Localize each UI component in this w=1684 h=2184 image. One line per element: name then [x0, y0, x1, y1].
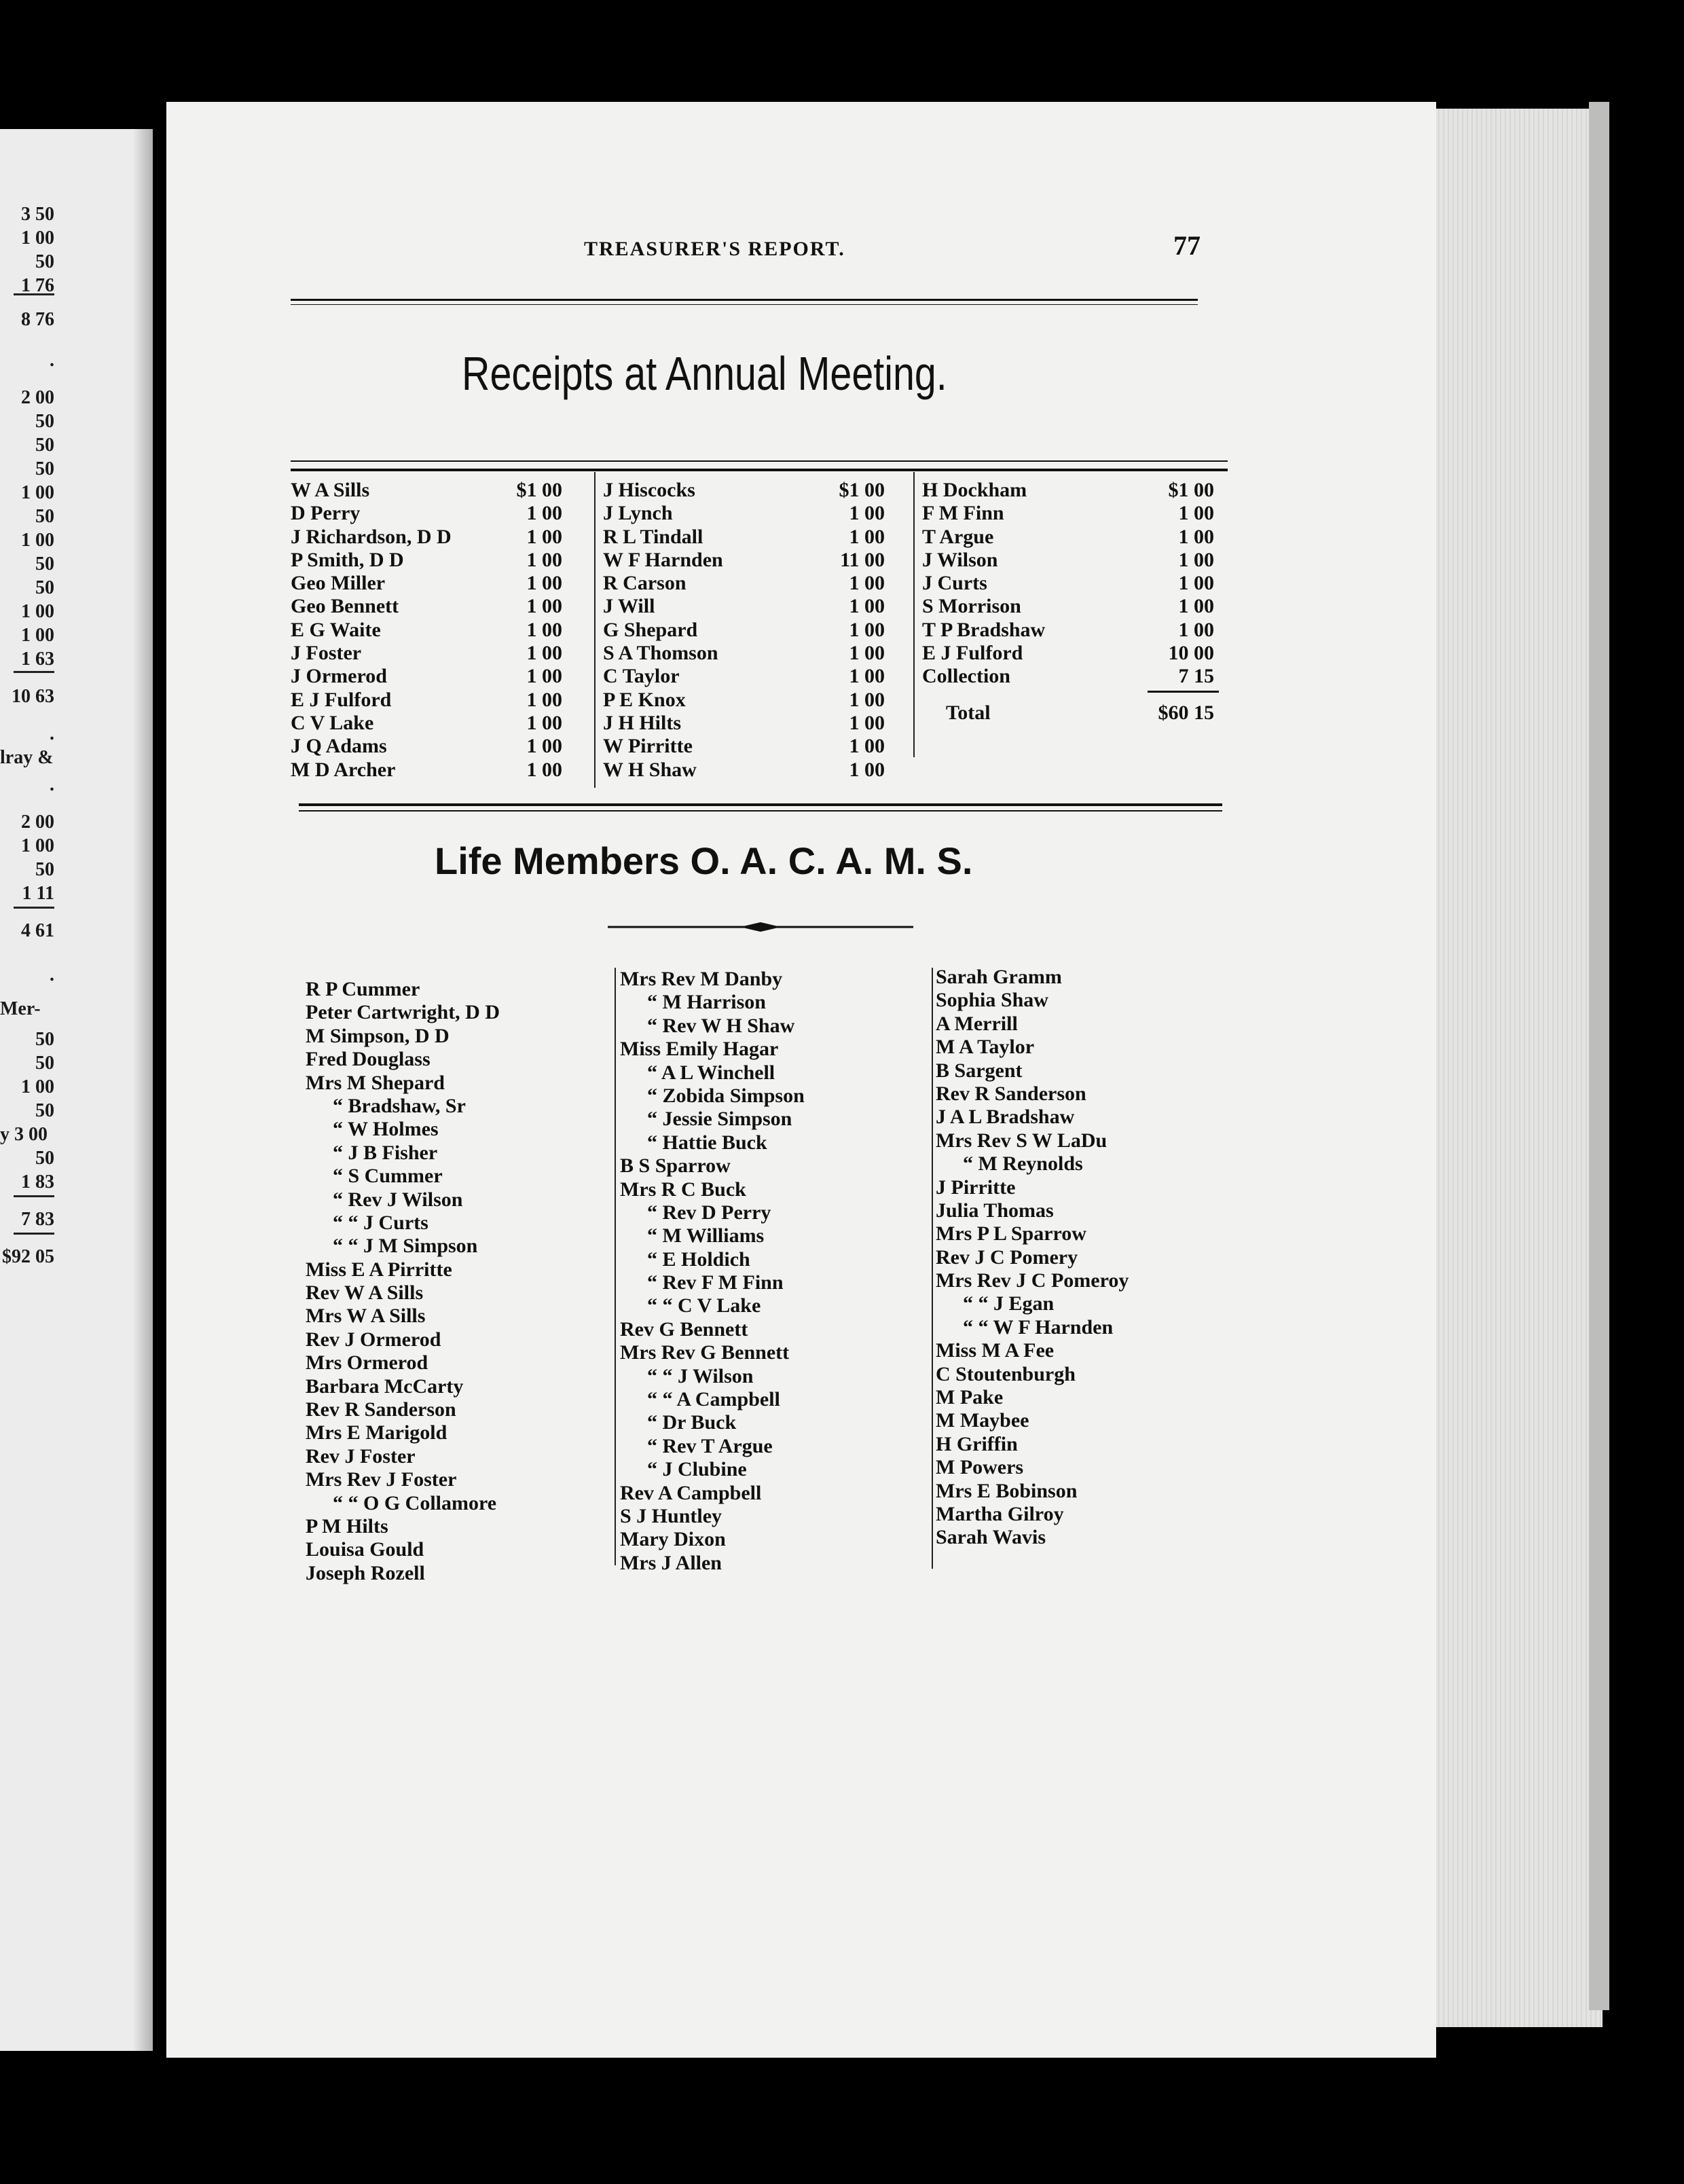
receipt-row	[291, 526, 589, 549]
member-name: M A Taylor	[936, 1036, 1035, 1059]
receipt-name: Geo Miller	[291, 572, 386, 595]
receipt-amount: 1 00	[526, 642, 562, 665]
receipts-col-divider-2	[913, 472, 915, 757]
receipt-row	[603, 595, 909, 618]
member-name: “ J Clubine	[647, 1458, 747, 1481]
receipt-row	[603, 712, 909, 735]
member-name: “ “ J Egan	[963, 1292, 1055, 1315]
receipt-name: J Wilson	[922, 548, 998, 571]
receipt-row	[922, 619, 1214, 642]
left-page-rule	[14, 1195, 54, 1197]
total-rule	[1148, 691, 1219, 693]
header-rule-thin	[291, 304, 1198, 305]
receipt-amount: 1 00	[526, 525, 562, 548]
member-name: R P Cummer	[306, 978, 420, 1000]
member-name: “ Rev D Perry	[647, 1201, 771, 1224]
receipt-row	[291, 665, 589, 688]
receipt-name: Collection	[922, 665, 1010, 688]
left-page-line: 50	[35, 1053, 54, 1074]
left-page-line: 1 83	[21, 1171, 54, 1193]
left-page-line: 1 00	[21, 625, 54, 646]
member-name: “ Rev F M Finn	[647, 1271, 784, 1294]
receipt-name: E J Fulford	[922, 642, 1023, 665]
receipt-name: J Hiscocks	[603, 479, 695, 501]
receipt-row	[291, 479, 589, 502]
receipt-row	[291, 759, 589, 782]
receipt-name: J Foster	[291, 642, 362, 665]
left-page-line: 10 63	[12, 686, 54, 707]
member-name: Barbara McCarty	[306, 1375, 464, 1398]
left-page-line: 50	[35, 251, 54, 272]
receipt-amount: $1 00	[516, 479, 562, 501]
left-page-line: 50	[35, 859, 54, 880]
left-page-line: 7 83	[21, 1209, 54, 1230]
receipt-name: P Smith, D D	[291, 548, 404, 571]
receipt-row	[291, 619, 589, 642]
member-name: “ Rev W H Shaw	[647, 1014, 795, 1037]
left-page-line: 1 00	[21, 1076, 54, 1097]
receipt-row	[603, 526, 909, 549]
receipt-amount: 1 00	[526, 548, 562, 571]
member-name: “ “ C V Lake	[647, 1294, 761, 1317]
running-header: TREASURER'S REPORT.	[584, 238, 845, 260]
receipt-name: J H Hilts	[603, 711, 682, 734]
receipt-name: J Q Adams	[291, 735, 387, 758]
receipt-amount: 1 00	[1178, 525, 1214, 548]
member-name: Mrs E Marigold	[306, 1421, 447, 1444]
ornament-divider	[608, 920, 913, 934]
member-name: “ “ W F Harnden	[963, 1315, 1114, 1339]
receipt-name: J Curts	[922, 572, 987, 595]
member-name: “ Hattie Buck	[647, 1131, 767, 1154]
receipt-row	[922, 549, 1214, 572]
member-name: Mrs Rev G Bennett	[620, 1341, 790, 1364]
left-page-rule	[14, 671, 54, 673]
receipt-row	[291, 572, 589, 595]
member-name: Rev W A Sills	[306, 1281, 424, 1305]
receipt-row	[603, 619, 909, 642]
receipts-top-rule-thick	[291, 469, 1228, 471]
receipts-column-2	[603, 479, 909, 782]
page-number: 77	[1173, 230, 1201, 261]
member-name: “ “ A Campbell	[647, 1388, 780, 1411]
left-page-line: 1 00	[21, 835, 54, 856]
left-page-line: 50	[35, 411, 54, 432]
left-page-line: .	[50, 774, 54, 795]
member-name: Rev R Sanderson	[936, 1082, 1086, 1105]
receipt-amount: $1 00	[839, 479, 885, 501]
receipt-row	[603, 759, 909, 782]
receipt-amount: 1 00	[526, 711, 562, 734]
left-page-line: 3 50	[21, 204, 54, 225]
receipt-name: D Perry	[291, 502, 361, 525]
member-name: B Sargent	[936, 1059, 1023, 1082]
receipt-row	[291, 642, 589, 665]
receipt-row	[291, 689, 589, 712]
receipt-row	[922, 572, 1214, 595]
member-name: “ “ O G Collamore	[333, 1491, 497, 1514]
member-name: “ A L Winchell	[647, 1061, 775, 1084]
receipt-row	[603, 689, 909, 712]
receipt-amount: 7 15	[1178, 665, 1214, 688]
header-rule	[291, 299, 1198, 301]
receipt-amount: 1 00	[1178, 502, 1214, 525]
left-page-line: .	[50, 964, 54, 985]
member-name: Mrs J Allen	[620, 1551, 722, 1574]
receipt-row	[291, 595, 589, 618]
member-name: “ J B Fisher	[333, 1141, 438, 1164]
receipt-name: W F Harnden	[603, 548, 723, 571]
member-name: “ E Holdich	[647, 1248, 750, 1271]
receipt-amount: 1 00	[849, 711, 885, 734]
left-page-line: 4 61	[21, 920, 54, 941]
left-page-line: 50	[35, 1029, 54, 1050]
receipt-amount: 1 00	[849, 595, 885, 618]
left-page-line: 1 00	[21, 530, 54, 551]
receipts-bottom-rule-thick	[299, 803, 1222, 806]
member-name: Sarah Gramm	[936, 966, 1062, 988]
left-page-line: 2 00	[21, 812, 54, 833]
member-name: Mrs Rev J Foster	[306, 1468, 457, 1491]
receipt-name: F M Finn	[922, 502, 1004, 525]
member-name: Rev J Ormerod	[306, 1328, 441, 1351]
member-name: M Powers	[936, 1456, 1024, 1479]
member-name: Miss E A Pirritte	[306, 1258, 452, 1281]
left-page-line: Mer-	[0, 998, 41, 1019]
receipt-name: W H Shaw	[603, 758, 697, 781]
left-page-line: .	[50, 723, 54, 744]
member-name: Mrs Rev J C Pomeroy	[936, 1269, 1129, 1292]
receipt-amount: 1 00	[526, 688, 562, 711]
receipt-name: Geo Bennett	[291, 595, 399, 618]
member-name: M Simpson, D D	[306, 1024, 450, 1047]
member-name: Mrs Rev S W LaDu	[936, 1129, 1108, 1152]
receipt-amount: 1 00	[526, 665, 562, 688]
member-name: Rev G Bennett	[620, 1317, 748, 1341]
member-name: Louisa Gould	[306, 1538, 424, 1561]
receipt-name: J Richardson, D D	[291, 525, 452, 548]
left-page-line: 1 63	[21, 649, 54, 670]
receipt-row	[603, 479, 909, 502]
member-name: “ M Harrison	[647, 991, 766, 1014]
receipt-row	[922, 526, 1214, 549]
page-stack-edge	[1419, 109, 1603, 2027]
receipt-amount: 1 00	[849, 735, 885, 758]
receipt-name: T Argue	[922, 525, 994, 548]
total-amount: $60 15	[1158, 702, 1214, 724]
left-page-line: 50	[35, 506, 54, 527]
receipt-name: G Shepard	[603, 618, 698, 641]
member-name: M Pake	[936, 1386, 1004, 1409]
receipt-amount: 1 00	[526, 502, 562, 525]
member-name: Sophia Shaw	[936, 989, 1048, 1012]
receipt-row	[922, 479, 1214, 502]
receipt-name: J Ormerod	[291, 665, 387, 688]
members-column-2	[620, 968, 805, 1575]
life-members-heading: Life Members O. A. C. A. M. S.	[435, 839, 973, 882]
receipts-column-1	[291, 479, 589, 782]
member-name: Mrs E Bobinson	[936, 1479, 1078, 1502]
member-name: “ Rev J Wilson	[333, 1188, 463, 1211]
receipt-amount: 1 00	[849, 688, 885, 711]
receipt-row	[922, 595, 1214, 618]
member-name: M Maybee	[936, 1409, 1029, 1432]
left-page-line: 1 11	[22, 883, 54, 904]
receipt-amount: 1 00	[849, 502, 885, 525]
receipt-amount: 1 00	[1178, 595, 1214, 618]
member-name: B S Sparrow	[620, 1154, 731, 1178]
receipt-row	[291, 549, 589, 572]
member-name: Miss M A Fee	[936, 1339, 1055, 1362]
receipts-col-divider-1	[594, 472, 596, 788]
receipt-name: E G Waite	[291, 618, 381, 641]
receipt-amount: 1 00	[526, 735, 562, 758]
receipts-heading: Receipts at Annual Meeting.	[462, 347, 947, 400]
left-page-rule	[14, 1233, 54, 1235]
member-name: “ Bradshaw, Sr	[333, 1094, 466, 1117]
receipt-name: W Pirritte	[603, 735, 693, 758]
member-name: J Pirritte	[936, 1176, 1016, 1199]
receipt-amount: 11 00	[840, 548, 885, 571]
member-name: “ Jessie Simpson	[647, 1108, 792, 1131]
receipt-amount: 1 00	[1178, 548, 1214, 571]
receipt-name: H Dockham	[922, 479, 1027, 501]
member-name: Mrs P L Sparrow	[936, 1222, 1086, 1245]
receipt-row	[291, 735, 589, 758]
left-page-line: 8 76	[21, 309, 54, 330]
receipt-row	[291, 712, 589, 735]
member-name: “ Dr Buck	[647, 1411, 737, 1434]
member-name: Sarah Wavis	[936, 1526, 1046, 1549]
receipt-name: P E Knox	[603, 688, 686, 711]
receipt-amount: 1 00	[1178, 572, 1214, 595]
members-column-1	[306, 978, 500, 1585]
receipt-amount: 1 00	[849, 618, 885, 641]
member-name: “ “ J M Simpson	[333, 1235, 478, 1258]
receipt-amount: 1 00	[526, 618, 562, 641]
member-name: J A L Bradshaw	[936, 1106, 1075, 1129]
gutter-shadow	[132, 129, 153, 2051]
receipt-row	[291, 502, 589, 525]
member-name: P M Hilts	[306, 1514, 388, 1537]
member-name: “ “ J Curts	[333, 1211, 428, 1234]
member-name: “ Zobida Simpson	[647, 1084, 805, 1107]
member-name: Mrs Ormerod	[306, 1351, 428, 1375]
member-name: “ W Holmes	[333, 1118, 439, 1141]
member-name: “ M Reynolds	[963, 1152, 1083, 1176]
left-page-fragment	[0, 129, 153, 2051]
receipt-amount: 1 00	[849, 572, 885, 595]
member-name: C Stoutenburgh	[936, 1362, 1076, 1385]
members-col-divider-2	[932, 968, 933, 1569]
member-name: Martha Gilroy	[936, 1502, 1064, 1525]
receipt-name: T P Bradshaw	[922, 618, 1046, 641]
receipt-name: J Lynch	[603, 502, 673, 525]
receipts-column-3	[922, 479, 1214, 689]
member-name: Miss Emily Hagar	[620, 1038, 779, 1061]
receipt-amount: 1 00	[1178, 618, 1214, 641]
left-page-line: 50	[35, 1148, 54, 1169]
receipt-row	[922, 502, 1214, 525]
left-page-line: 1 00	[21, 601, 54, 622]
receipts-top-rule	[291, 460, 1228, 462]
left-page-line: 50	[35, 577, 54, 598]
member-name: Mrs R C Buck	[620, 1178, 746, 1201]
receipt-amount: 1 00	[849, 525, 885, 548]
left-page-line: 2 00	[21, 387, 54, 408]
member-name: Mrs Rev M Danby	[620, 968, 783, 990]
members-column-3	[936, 966, 1129, 1550]
left-page-rule	[14, 907, 54, 909]
member-name: Rev J Foster	[306, 1444, 416, 1468]
member-name: Julia Thomas	[936, 1199, 1054, 1222]
receipt-name: C V Lake	[291, 711, 374, 734]
member-name: Fred Douglass	[306, 1048, 431, 1071]
receipt-amount: 1 00	[849, 665, 885, 688]
left-page-line: lray &	[0, 747, 54, 768]
receipt-amount: 1 00	[526, 572, 562, 595]
left-page-line: 1 00	[21, 228, 54, 249]
receipt-amount: 1 00	[849, 758, 885, 781]
receipt-row	[603, 735, 909, 758]
receipt-row	[603, 665, 909, 688]
member-name: Peter Cartwright, D D	[306, 1001, 500, 1024]
member-name: “ Rev T Argue	[647, 1434, 773, 1457]
receipt-name: R L Tindall	[603, 525, 703, 548]
receipt-name: M D Archer	[291, 758, 396, 781]
receipt-amount: 1 00	[526, 595, 562, 618]
left-page-line: y 3 00	[0, 1124, 48, 1145]
members-col-divider-1	[615, 968, 616, 1565]
member-name: “ S Cummer	[333, 1165, 443, 1188]
total-label: Total	[946, 702, 991, 724]
receipt-name: J Will	[603, 595, 655, 618]
receipt-row	[603, 572, 909, 595]
left-page-line: 50	[35, 458, 54, 479]
member-name: Mrs M Shepard	[306, 1071, 445, 1094]
receipt-row	[922, 642, 1214, 665]
left-page-line: 50	[35, 435, 54, 456]
member-name: Mrs W A Sills	[306, 1305, 426, 1328]
receipt-amount: $1 00	[1168, 479, 1214, 501]
left-page-line: $92 05	[2, 1246, 54, 1267]
receipt-name: R Carson	[603, 572, 687, 595]
left-page-line: 50	[35, 1100, 54, 1121]
receipt-row	[603, 502, 909, 525]
receipts-bottom-rule	[299, 810, 1222, 812]
receipt-amount: 1 00	[526, 758, 562, 781]
receipt-row	[603, 549, 909, 572]
member-name: A Merrill	[936, 1012, 1018, 1035]
member-name: Rev A Campbell	[620, 1481, 762, 1504]
receipt-name: W A Sills	[291, 479, 370, 501]
left-page-line: .	[50, 350, 54, 371]
left-page-line: 1 00	[21, 482, 54, 503]
member-name: “ “ J Wilson	[647, 1364, 754, 1387]
receipt-name: S A Thomson	[603, 642, 718, 665]
receipt-name: E J Fulford	[291, 688, 392, 711]
member-name: Rev R Sanderson	[306, 1398, 456, 1421]
member-name: “ M Williams	[647, 1224, 765, 1248]
page-stack-edge-dark	[1589, 102, 1609, 2010]
left-page-line: 1 76	[21, 275, 54, 296]
member-name: Rev J C Pomery	[936, 1245, 1078, 1269]
member-name: H Griffin	[936, 1432, 1018, 1455]
receipt-row	[603, 642, 909, 665]
member-name: S J Huntley	[620, 1504, 722, 1527]
receipt-amount: 10 00	[1168, 642, 1214, 665]
receipt-row	[922, 665, 1214, 688]
receipt-amount: 1 00	[849, 642, 885, 665]
member-name: Mary Dixon	[620, 1528, 726, 1551]
receipt-name: C Taylor	[603, 665, 680, 688]
left-page-line: 50	[35, 553, 54, 575]
receipt-name: S Morrison	[922, 595, 1021, 618]
receipts-total-row	[922, 702, 1214, 725]
member-name: Joseph Rozell	[306, 1561, 425, 1584]
